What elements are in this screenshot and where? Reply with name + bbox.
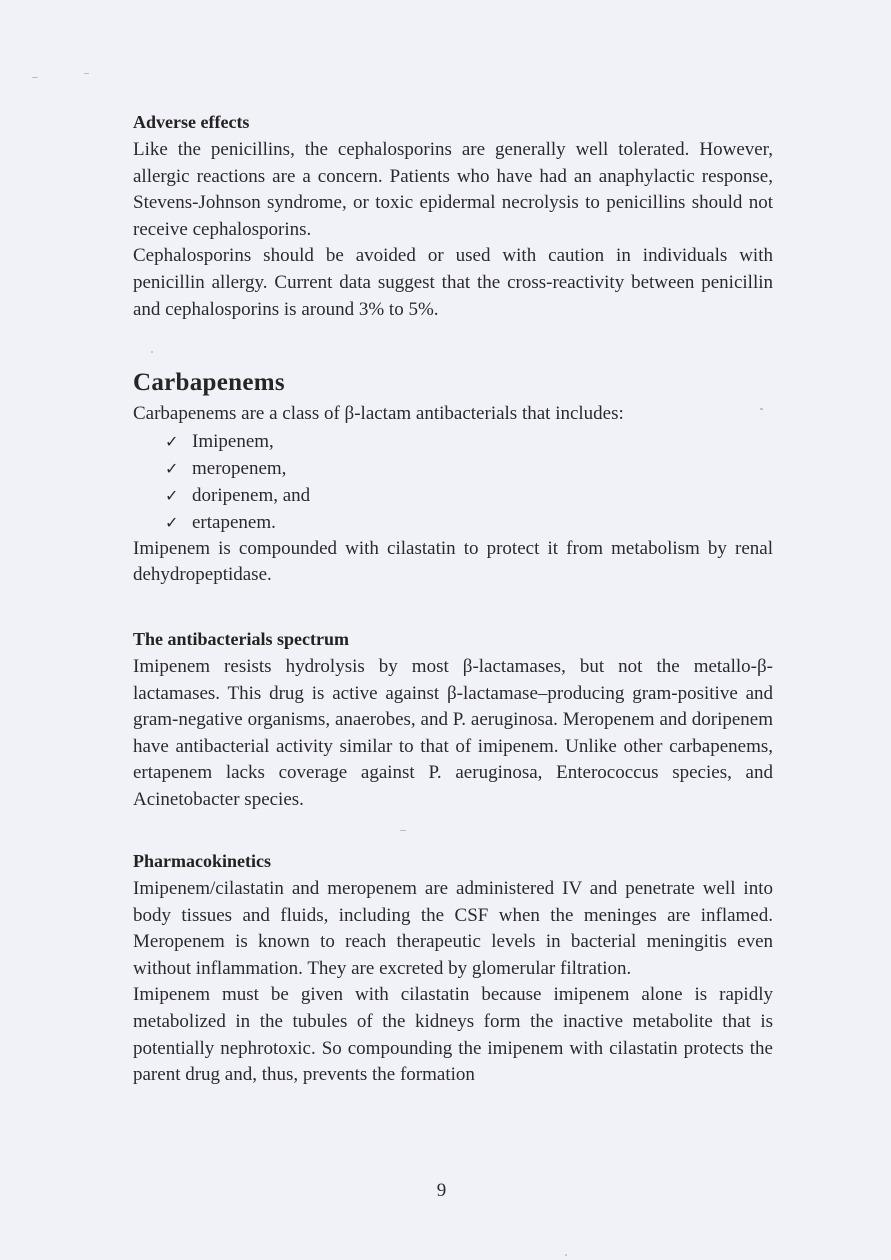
pharmacokinetics-heading: Pharmacokinetics bbox=[133, 851, 271, 871]
carbapenems-intro: Carbapenems are a class of β-lactam antibacterials that includes: bbox=[133, 403, 624, 424]
adverse-effects-section bbox=[133, 111, 773, 323]
scan-speck bbox=[151, 351, 153, 353]
carbapenems-section bbox=[133, 368, 773, 589]
scan-speck bbox=[84, 73, 89, 74]
pharmacokinetics-paragraph: Imipenem must be given with cilastatin because imipenem alone is rapidly metabolized in the tubules of the kidneys form the inactive metabolite that is potentially nephrotoxic. So compounding the imipenem with cilastatin protects the parent drug and, thus, prevents the formation bbox=[133, 984, 773, 1086]
page-number: 9 bbox=[436, 1180, 447, 1201]
adverse-effects-heading: Adverse effects bbox=[133, 112, 250, 132]
list-item-text: ertapenem. bbox=[192, 511, 276, 533]
spectrum-heading: The antibacterials spectrum bbox=[133, 629, 349, 649]
checkmark-icon: ✓ bbox=[165, 431, 179, 451]
list-item-text: doripenem, and bbox=[192, 484, 311, 506]
scan-speck bbox=[565, 1254, 567, 1256]
scan-speck bbox=[32, 77, 38, 78]
checkmark-icon: ✓ bbox=[165, 485, 179, 505]
list-item bbox=[133, 482, 773, 509]
spectrum-paragraph: Imipenem resists hydrolysis by most β-lactamases, but not the metallo-β-lactamases. This drug is active against β-lactamase–producing gram-positive and gram-negative organisms, anaerobes, and P. aeruginosa. Meropenem and doripenem have antibacterial activity similar to that of imipenem. Unlike other carbapenems, ertapenem lacks coverage against P. aeruginosa, Enterococcus species, and Acinetobacter species. bbox=[133, 656, 773, 810]
carbapenem-list bbox=[133, 428, 773, 536]
list-item-text: meropenem, bbox=[192, 457, 287, 479]
list-item bbox=[133, 428, 773, 455]
list-item-text: Imipenem, bbox=[192, 430, 274, 452]
checkmark-icon: ✓ bbox=[165, 512, 179, 532]
list-item bbox=[133, 455, 773, 482]
adverse-effects-paragraph: Like the penicillins, the cephalosporins are generally well tolerated. However, allergic reactions are a concern. Patients who have had an anaphylactic response, Stevens-Johnson syndrome, or toxic epidermal necrolysis to penicillins should not receive cephalosporins. bbox=[133, 139, 773, 240]
carbapenems-note: Imipenem is compounded with cilastatin to protect it from metabolism by renal dehydropeptidase. bbox=[133, 537, 773, 586]
pharmacokinetics-section bbox=[133, 850, 773, 1089]
scan-speck bbox=[400, 830, 406, 831]
adverse-effects-paragraph: Cephalosporins should be avoided or used with caution in individuals with penicillin allergy. Current data suggest that the cross-reactivity between penicillin and cephalosporins is around 3% to 5%. bbox=[133, 245, 773, 320]
list-item bbox=[133, 509, 773, 536]
spectrum-section bbox=[133, 628, 773, 814]
checkmark-icon: ✓ bbox=[165, 458, 179, 478]
carbapenems-heading: Carbapenems bbox=[133, 369, 285, 396]
pharmacokinetics-paragraph: Imipenem/cilastatin and meropenem are administered IV and penetrate well into body tissues and fluids, including the CSF when the meninges are inflamed. Meropenem is known to reach therapeutic levels in bacterial meningitis even without inflammation. They are excreted by glomerular filtration. bbox=[133, 878, 773, 979]
